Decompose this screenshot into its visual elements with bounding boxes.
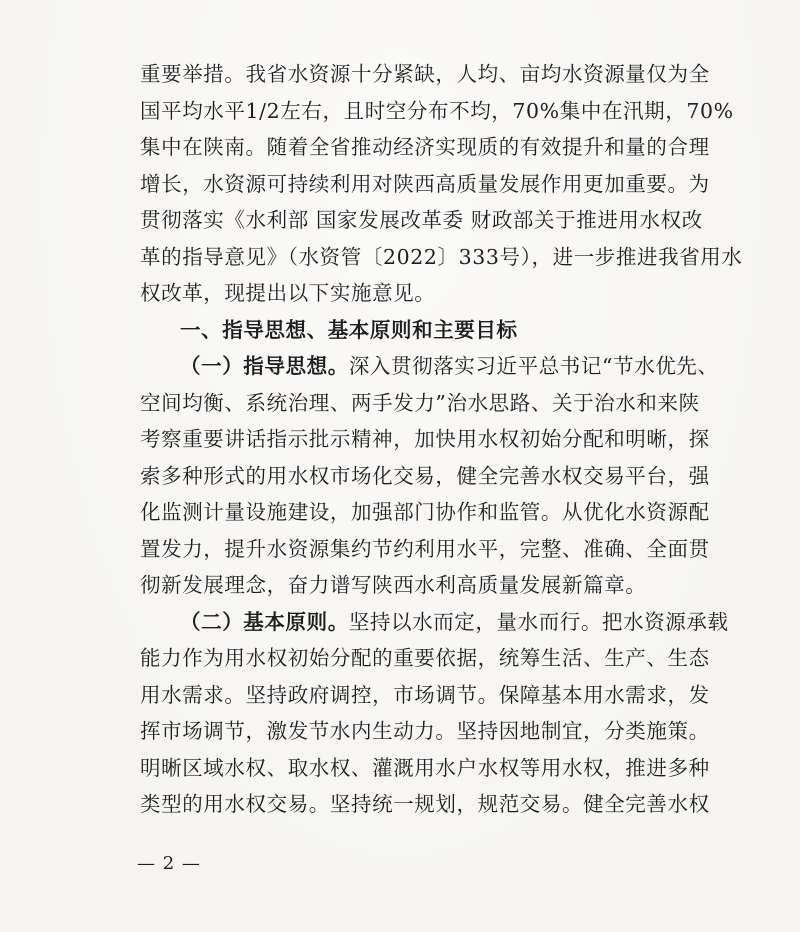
text-line: 类型的用水权交易。坚持统一规划，规范交易。健全完善水权 — [140, 792, 710, 816]
document-body — [140, 56, 743, 823]
text-line: 彻新发展理念，奋力谱写陕西水利高质量发展新篇章。 — [140, 573, 647, 597]
text-line: 索多种形式的用水权市场化交易，健全完善水权交易平台，强 — [140, 463, 710, 488]
text-line: 挥市场调节，激发节水内生动力。坚持因地制宜，分类施策。 — [140, 719, 710, 743]
text-line: 用水需求。坚持政府调控，市场调节。保障基本用水需求，发 — [140, 682, 710, 707]
text-line: 重要举措。我省水资源十分紧缺，人均、亩均水资源量仅为全 — [140, 62, 710, 86]
text-line: 置发力，提升水资源集约节约利用水平，完整、准确、全面贯 — [140, 536, 710, 561]
text-line: 明晰区域水权、取水权、灌溉用水户水权等用水权，推进多种 — [140, 755, 710, 780]
text-line: 增长，水资源可持续利用对陕西高质量发展作用更加重要。为 — [140, 171, 710, 196]
subsection-title: （二）基本原则。 — [180, 609, 349, 634]
section-heading: 一、指导思想、基本原则和主要目标 — [180, 317, 518, 342]
paragraph-first-line — [140, 348, 719, 385]
text-line: 化监测计量设施建设，加强部门协作和监管。从优化水资源配 — [140, 500, 710, 524]
text-line: 革的指导意见》（水资管〔2022〕333号），进一步推进我省用水 — [140, 244, 743, 269]
text-run: 深入贯彻落实习近平总书记“节水优先、 — [348, 354, 719, 378]
text-line: 考察重要讲话指示批示精神，加快用水权初始分配和明晰，探 — [140, 427, 710, 451]
text-line: 集中在陕南。随着全省推动经济实现质的有效提升和量的合理 — [140, 135, 710, 159]
paragraph-first-line — [140, 604, 729, 641]
text-run: 坚持以水而定，量水而行。把水资源承载 — [348, 609, 729, 634]
text-line: 贯彻落实《水利部 国家发展改革委 财政部关于推进用水权改 — [140, 208, 703, 232]
page-number: — 2 — — [137, 853, 201, 874]
text-line: 能力作为用水权初始分配的重要依据，统筹生活、生产、生态 — [140, 646, 710, 670]
subsection-title: （一）指导思想。 — [180, 354, 349, 378]
text-line: 国平均水平1/2左右，且时空分布不均，70%集中在汛期，70% — [140, 98, 734, 123]
text-line: 权改革，现提出以下实施意见。 — [140, 281, 436, 305]
text-line: 空间均衡、系统治理、两手发力”治水思路、关于治水和来陕 — [140, 390, 700, 415]
